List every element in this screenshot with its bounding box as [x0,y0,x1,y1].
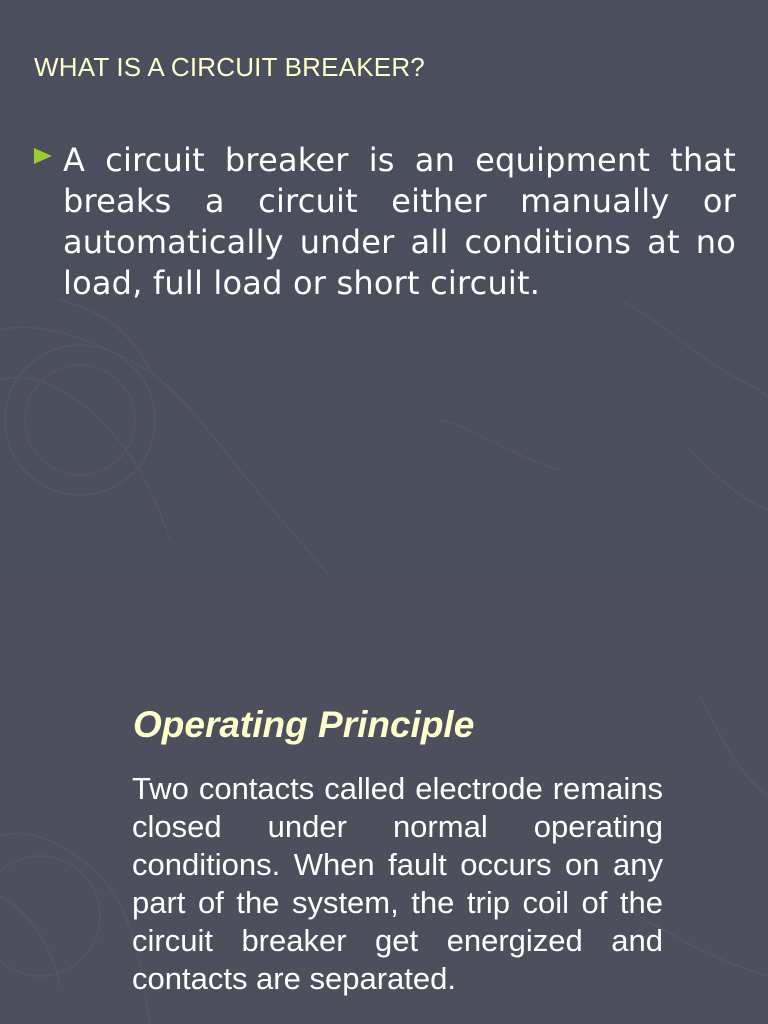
bullet-text: A circuit breaker is an equipment that breaks a circuit either manually or automatically under all conditions at no load, full load or short circuit. [63,141,736,302]
bullet-item [34,140,736,304]
slide-operating-principle [0,576,768,1024]
slide-title: WHAT IS A CIRCUIT BREAKER? [34,52,425,82]
section-heading: Operating Principle [133,704,475,745]
section-body-text: Two contacts called electrode remains closed under normal operating conditions. When fault occurs on any part of the system, the trip coil of the circuit breaker get energized and contacts are separated. [132,771,663,996]
triangle-bullet-icon [34,148,52,164]
